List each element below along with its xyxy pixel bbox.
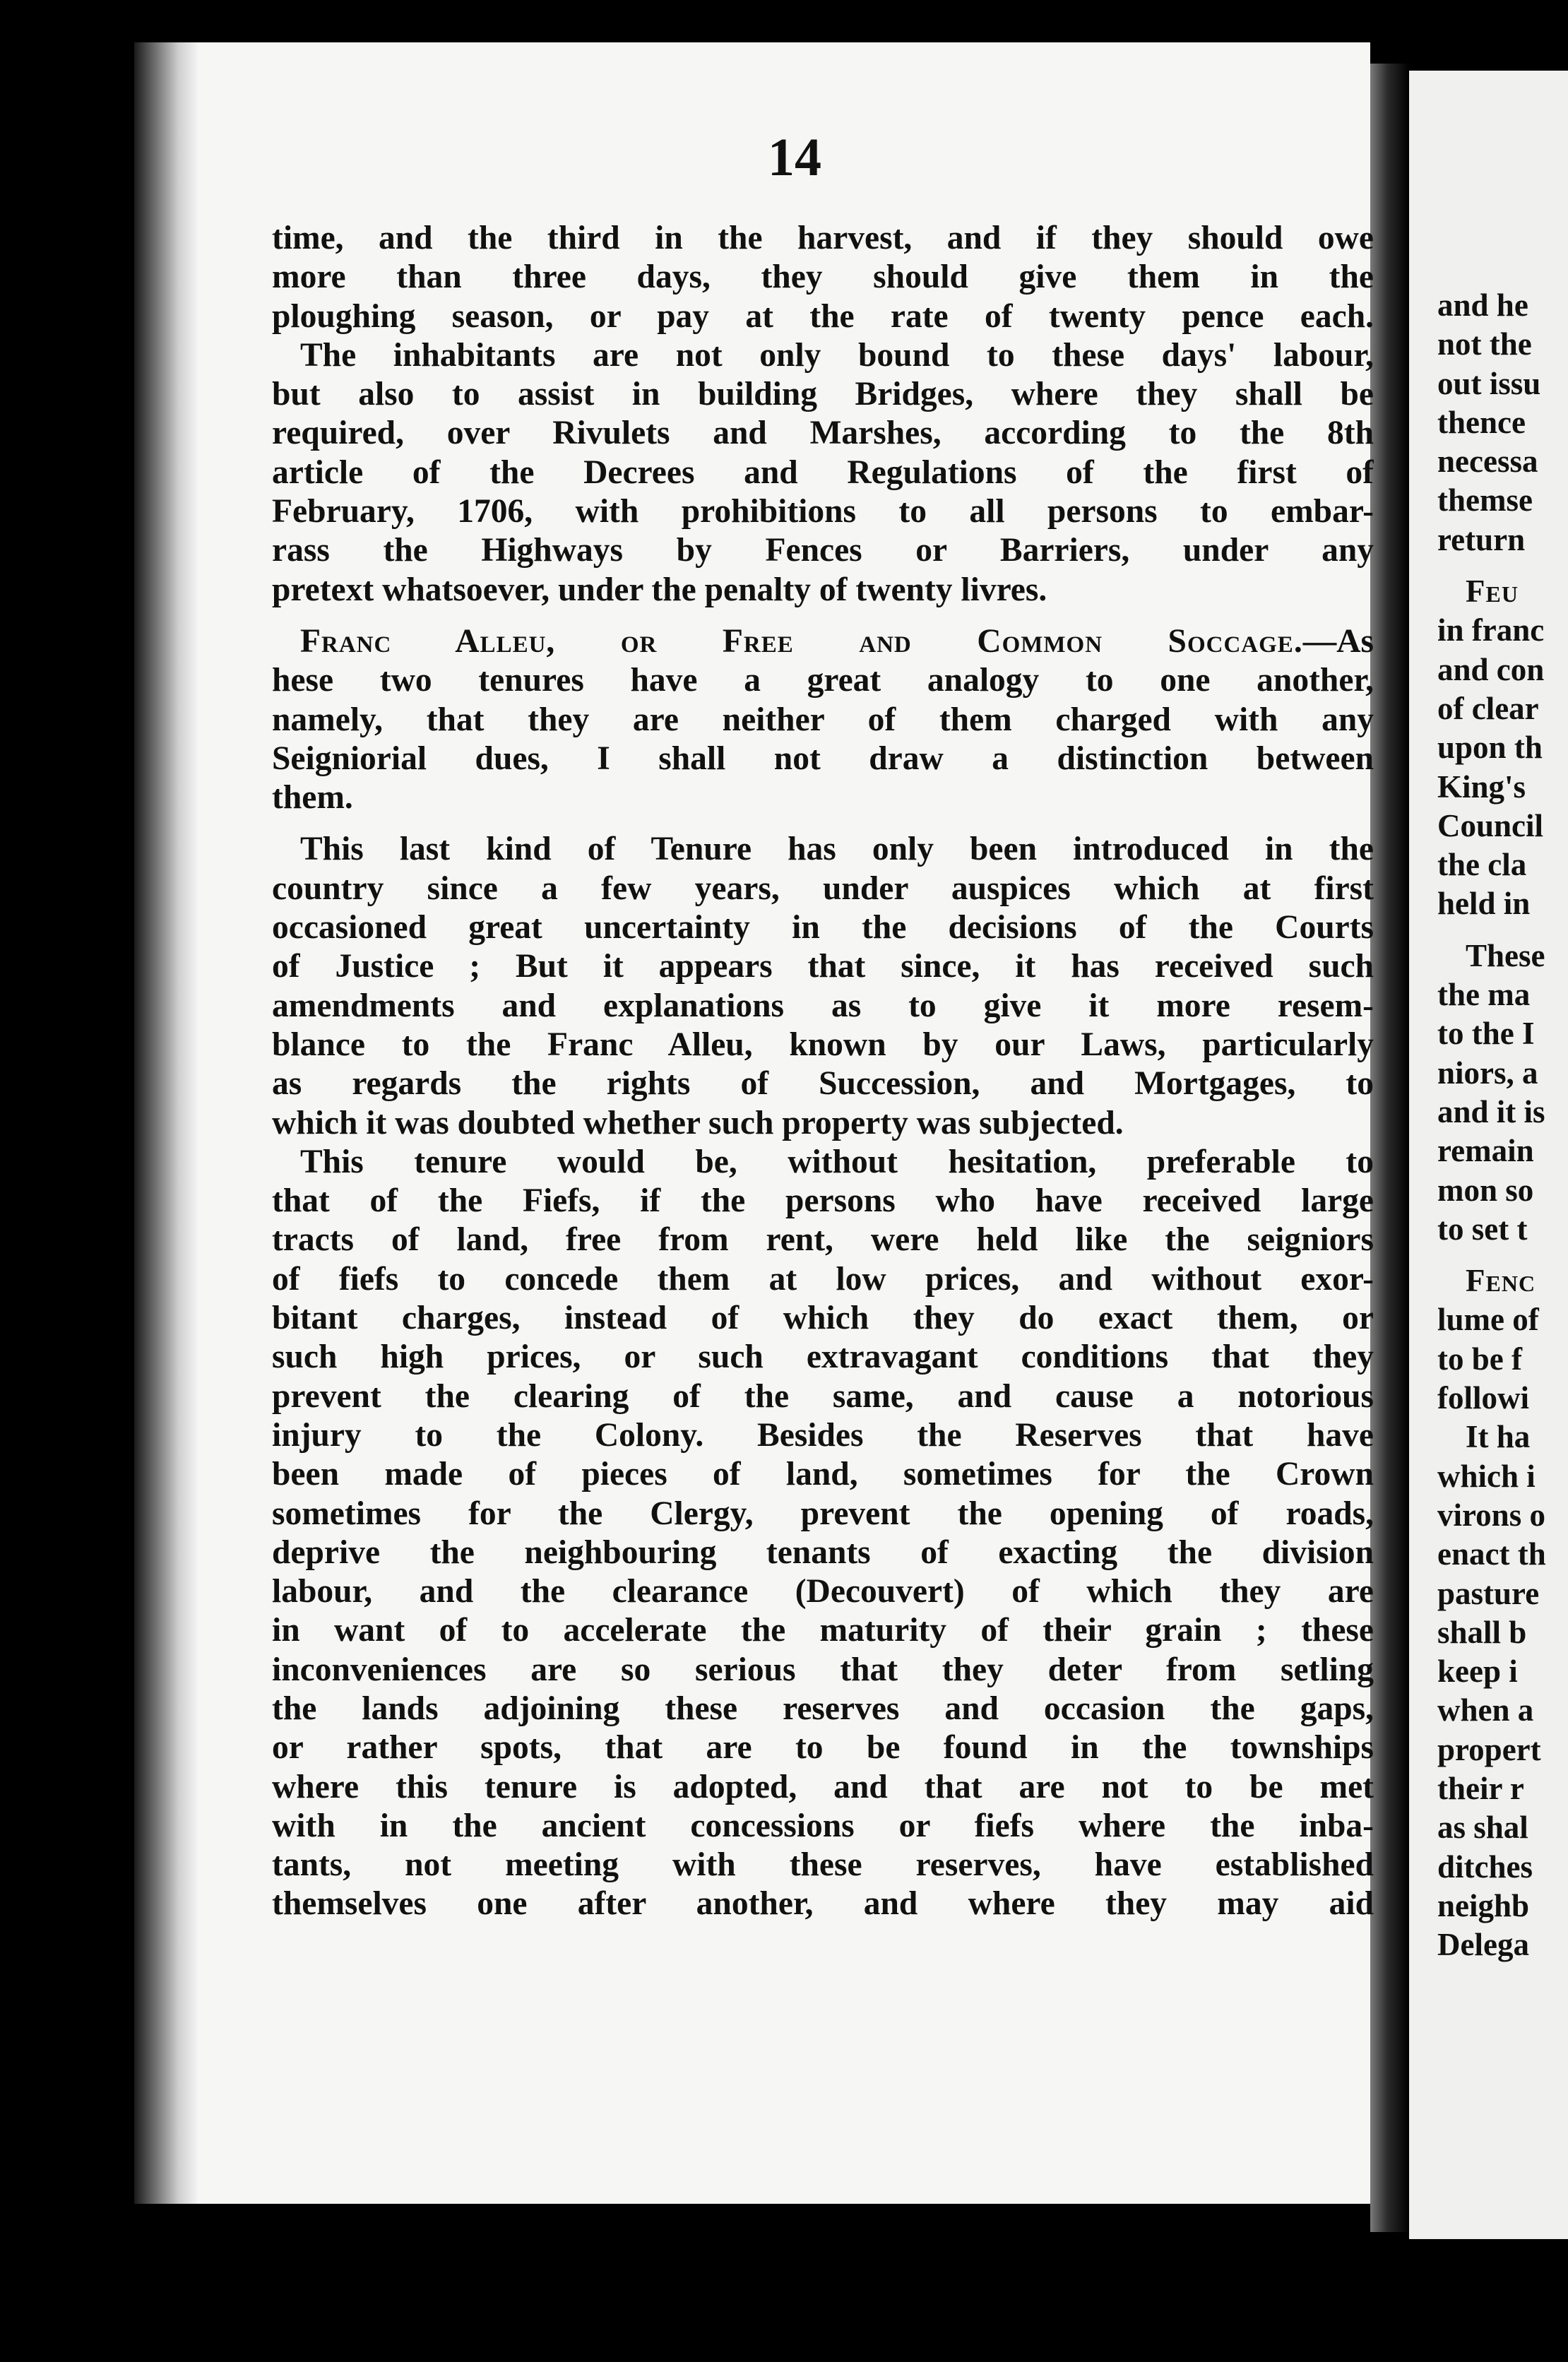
facing-line: niors, a [1437, 1055, 1538, 1091]
facing-group-5 [1437, 1418, 1568, 1964]
facing-line-text: in franc [1437, 612, 1545, 648]
body-text [272, 219, 1374, 1924]
facing-line: out issu [1437, 365, 1541, 401]
heading-rest: —As [1302, 622, 1374, 660]
facing-line: which i [1437, 1458, 1536, 1494]
paragraph-3 [272, 622, 1374, 817]
facing-line: remain [1437, 1133, 1534, 1169]
facing-line: held in [1437, 886, 1531, 922]
facing-line: not the [1437, 326, 1532, 362]
text-line: time, and the third in the harvest, and if they should owe [272, 220, 1374, 256]
facing-line: to set t [1437, 1211, 1528, 1247]
facing-line: Feu [1466, 574, 1519, 610]
facing-line: return [1437, 521, 1526, 557]
text-line: amendments and explanations as to give it more resem- [272, 987, 1374, 1024]
facing-line: virons o [1437, 1497, 1545, 1533]
text-line: more than three days, they should give them in the [272, 259, 1374, 296]
paragraph-5 [272, 1143, 1374, 1924]
facing-line: the cla [1437, 847, 1527, 883]
facing-line: Fenc [1466, 1263, 1536, 1299]
facing-line: and he [1437, 287, 1528, 323]
text-line: but also to assist in building Bridges, where they shall be [272, 376, 1374, 413]
text-line: where this tenure is adopted, and that are not to be met [272, 1768, 1374, 1805]
facing-group-3 [1437, 937, 1568, 1249]
text-line: blance to the Franc Alleu, known by our Laws, particularly [272, 1026, 1374, 1063]
facing-line: King's [1437, 768, 1526, 805]
section-heading: Franc Alleu, or Free and Common Soccage. [300, 622, 1303, 660]
facing-line: pasture [1437, 1575, 1540, 1611]
scan-border [0, 0, 134, 2362]
text-line: bitant charges, instead of which they do exact them, or [272, 1300, 1374, 1337]
facing-line: necessa [1437, 444, 1538, 480]
facing-line: when a [1437, 1692, 1534, 1728]
facing-line: shall b [1437, 1614, 1527, 1650]
facing-line: Council [1437, 807, 1544, 843]
text-line: This last kind of Tenure has only been introduced in the [300, 831, 1374, 868]
facing-line [1437, 611, 1568, 650]
facing-line: and con [1437, 651, 1545, 687]
facing-line: These [1466, 937, 1545, 973]
facing-group-2 [1437, 572, 1568, 924]
paragraph-4 [272, 830, 1374, 1142]
facing-group-1 [1437, 286, 1568, 559]
paragraph-2 [272, 336, 1374, 375]
facing-line: lume of [1437, 1302, 1539, 1338]
facing-group-4 [1437, 1262, 1568, 1418]
text-line: country since a few years, under auspices which at first [272, 870, 1374, 907]
facing-page-text [1437, 286, 1568, 1964]
text-line: with in the ancient concessions or fiefs where the inba- [272, 1807, 1374, 1844]
page-binding-shadow [134, 42, 198, 2204]
text-line: prevent the clearing of the same, and cause a notorious [272, 1377, 1374, 1415]
text-line: inconveniences are so serious that they deter from setling [272, 1651, 1374, 1688]
paragraph-2-cont [272, 375, 1374, 610]
facing-line: propert [1437, 1731, 1541, 1767]
facing-line: their r [1437, 1770, 1524, 1806]
text-line: required, over Rivulets and Marshes, according to the 8th [272, 415, 1374, 452]
facing-line: Delega [1437, 1927, 1529, 1963]
text-line: namely, that they are neither of them charged with any [272, 701, 1374, 738]
facing-line: followi [1437, 1380, 1529, 1416]
text-line: injury to the Colony. Besides the Reserves that have [272, 1416, 1374, 1454]
heading-line [272, 622, 1374, 661]
facing-line: as shal [1437, 1810, 1528, 1846]
text-line: deprive the neighbouring tenants of exacting the division [272, 1533, 1374, 1571]
page-gutter [1370, 64, 1409, 2232]
text-line: of fiefs to concede them at low prices, and without exor- [272, 1260, 1374, 1298]
text-line: that of the Fiefs, if the persons who have received large [272, 1182, 1374, 1220]
facing-line: the ma [1437, 977, 1531, 1013]
text-line: article of the Decrees and Regulations of the first of [272, 453, 1374, 491]
text-line: in want of to accelerate the maturity of their grain ; these [272, 1612, 1374, 1649]
text-line: The inhabitants are not only bound to these days' labour, [300, 336, 1374, 374]
facing-line: mon so [1437, 1172, 1534, 1208]
facing-line: of clear [1437, 690, 1539, 726]
text-line: tants, not meeting with these reserves, have established [272, 1846, 1374, 1884]
text-line: which it was doubted whether such property was subjected. [272, 1104, 1124, 1141]
text-line: sometimes for the Clergy, prevent the opening of roads, [272, 1495, 1374, 1532]
text-line: ploughing season, or pay at the rate of twenty pence each. [272, 297, 1374, 335]
facing-line: themse [1437, 482, 1533, 518]
text-line: labour, and the clearance (Decouvert) of which they are [272, 1573, 1374, 1610]
text-line: been made of pieces of land, sometimes for the Crown [272, 1456, 1374, 1493]
page-number: 14 [768, 128, 821, 187]
text-line: occasioned great uncertainty in the decisions of the Courts [272, 909, 1374, 946]
facing-line: keep i [1437, 1654, 1518, 1690]
text-line: Seigniorial dues, I shall not draw a distinction between [272, 740, 1374, 777]
text-line: This tenure would be, without hesitation, preferable to [300, 1143, 1374, 1180]
facing-line: It ha [1466, 1419, 1531, 1455]
text-line: the lands adjoining these reserves and occasion the gaps, [272, 1690, 1374, 1727]
text-line: pretext whatsoever, under the penalty of twenty livres. [272, 571, 1047, 608]
facing-line: upon th [1437, 730, 1543, 766]
paragraph-1 [272, 219, 1374, 336]
text-line: or rather spots, that are to be found in the townships [272, 1729, 1374, 1767]
facing-line: and it is [1437, 1093, 1545, 1129]
text-line: such high prices, or such extravagant conditions that they [272, 1339, 1374, 1376]
text-line: as regards the rights of Succession, and Mortgages, to [272, 1065, 1374, 1103]
text-line: tracts of land, free from rent, were held like the seigniors [272, 1221, 1374, 1259]
facing-line: enact th [1437, 1536, 1546, 1572]
text-line: of Justice ; But it appears that since, it has received such [272, 948, 1374, 985]
facing-line: to be f [1437, 1341, 1522, 1377]
facing-line: ditches [1437, 1848, 1533, 1885]
facing-line: neighb [1437, 1887, 1530, 1923]
facing-line: to the I [1437, 1016, 1535, 1052]
text-line: rass the Highways by Fences or Barriers, under any [272, 532, 1374, 569]
text-line: them. [272, 779, 353, 817]
text-line: hese two tenures have a great analogy to one another, [272, 662, 1374, 699]
text-line: themselves one after another, and where they may aid [272, 1885, 1374, 1923]
facing-line: thence [1437, 404, 1526, 440]
text-line: February, 1706, with prohibitions to all persons to embar- [272, 493, 1374, 530]
